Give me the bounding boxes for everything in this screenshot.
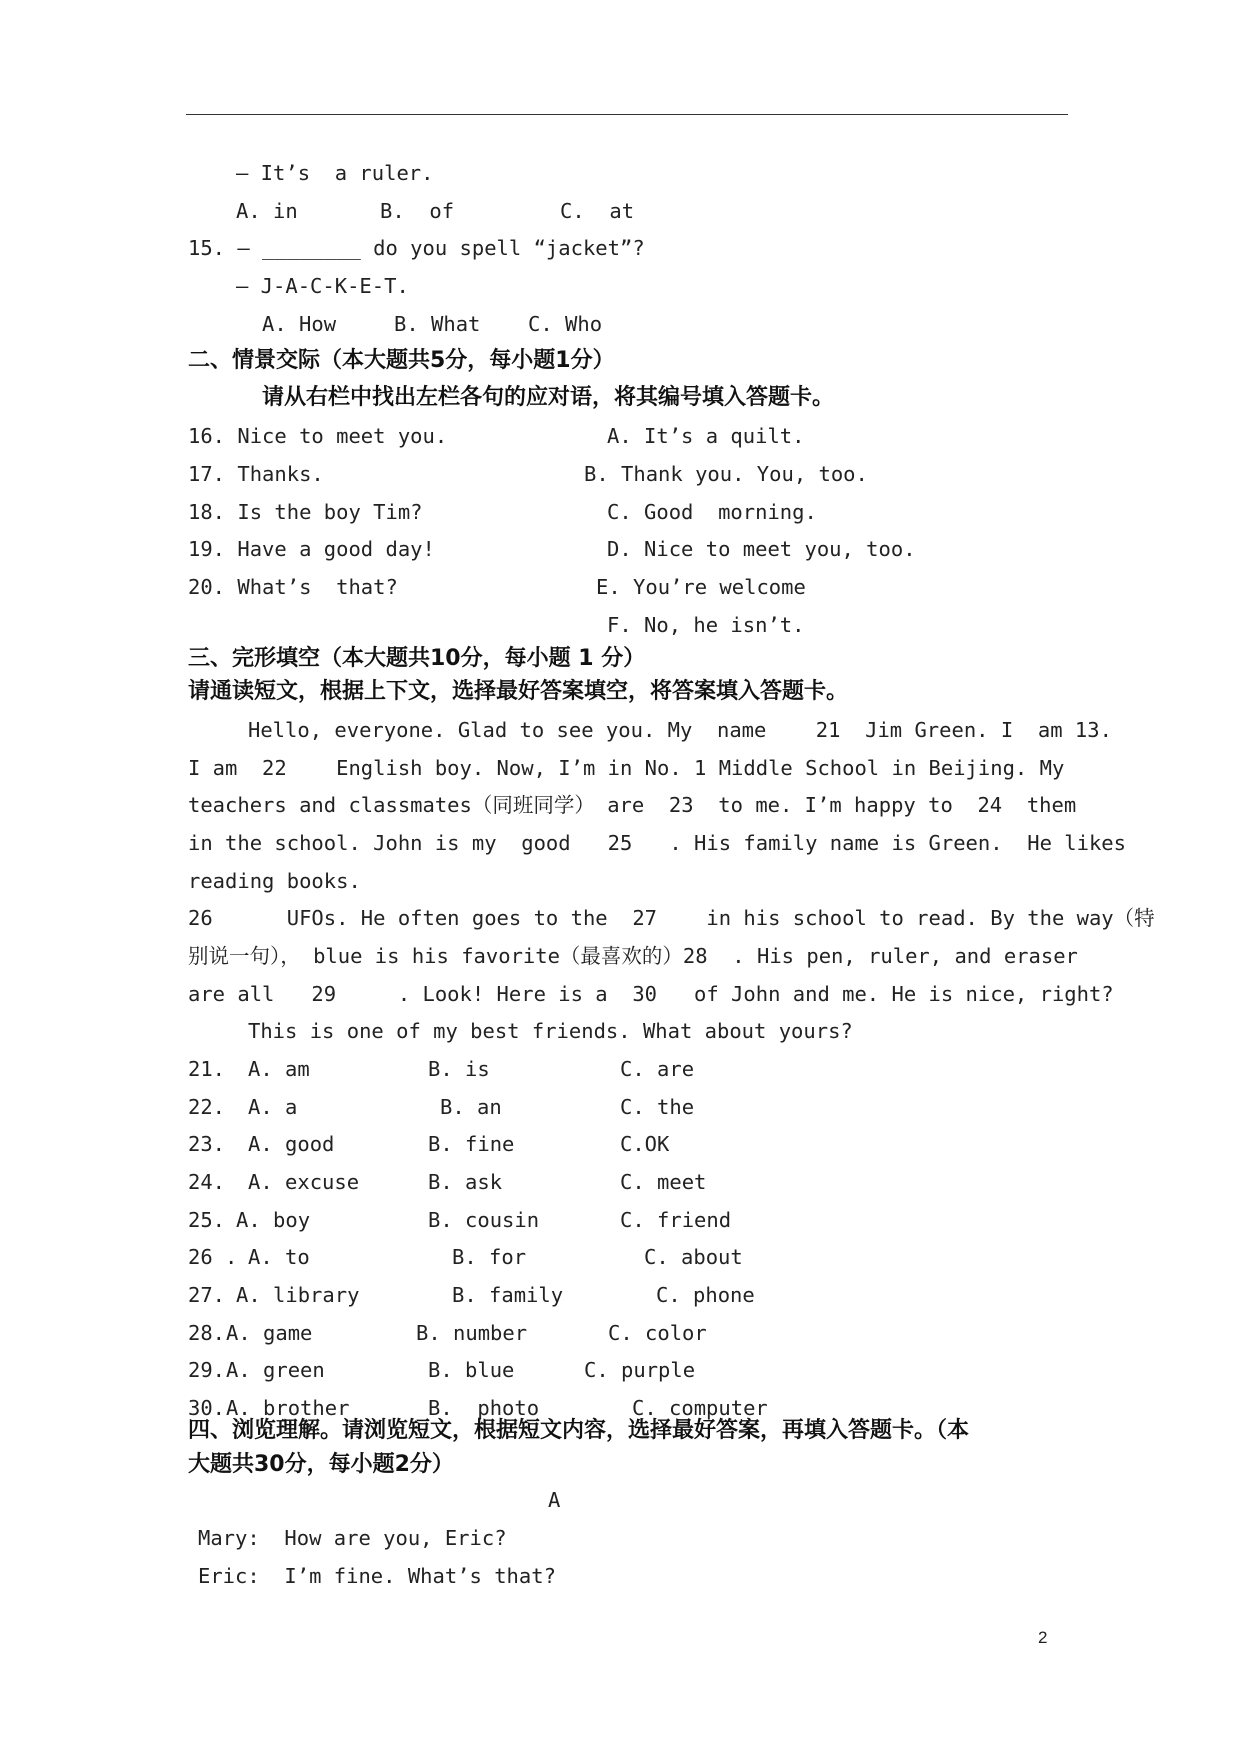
option-a: A. brother: [226, 1396, 350, 1420]
option-number: 29.: [188, 1358, 226, 1382]
q15-option-a: A. How: [262, 312, 337, 336]
option-b: B. ask: [428, 1170, 503, 1194]
s2-right-item: A. It’s a quilt.: [607, 424, 805, 448]
option-c: C. are: [620, 1057, 695, 1081]
s2-left-item: 18. Is the boy Tim?: [188, 500, 423, 524]
option-number: 25.: [188, 1208, 226, 1232]
option-number: 26 .: [188, 1245, 238, 1269]
dialogue-line: Mary: How are you, Eric?: [198, 1526, 507, 1550]
cloze-passage-line: in the school. John is my good 25 . His family name is Green. He likes: [188, 831, 1126, 855]
q15-option-b: B. What: [394, 312, 481, 336]
option-b: B. fine: [428, 1132, 515, 1156]
option-c: C. meet: [620, 1170, 707, 1194]
option-c: C. phone: [656, 1283, 755, 1307]
option-c: C. purple: [584, 1358, 696, 1382]
cloze-passage-line: 26 UFOs. He often goes to the 27 in his school to read. By the way（特: [188, 906, 1155, 930]
cloze-passage-line: reading books.: [188, 869, 361, 893]
dialogue-line: Eric: I’m fine. What’s that?: [198, 1564, 556, 1588]
cloze-passage-line: This is one of my best friends. What about yours?: [248, 1019, 853, 1043]
option-a: A. good: [248, 1132, 335, 1156]
s2-left-item: 19. Have a good day!: [188, 537, 435, 561]
option-a: A. excuse: [248, 1170, 360, 1194]
q15-answer: — J-A-C-K-E-T.: [236, 274, 409, 298]
section2-instruction: 请从右栏中找出左栏各句的应对语，将其编号填入答题卡。: [262, 385, 835, 410]
option-c: C.OK: [620, 1132, 670, 1156]
section4-heading: 四、浏览理解。请浏览短文，根据短文内容，选择最好答案，再填入答题卡。（本: [188, 1418, 970, 1443]
option-number: 24.: [188, 1170, 226, 1194]
passage-label: A: [548, 1488, 561, 1512]
option-number: 30.: [188, 1396, 226, 1420]
option-number: 28.: [188, 1321, 226, 1345]
q15-option-c: C. Who: [528, 312, 603, 336]
option-b: B. is: [428, 1057, 490, 1081]
option-a: A. am: [248, 1057, 310, 1081]
option-number: 21.: [188, 1057, 226, 1081]
option-b: B. photo: [428, 1396, 540, 1420]
cloze-passage-line: teachers and classmates（同班同学） are 23 to me. I’m happy to 24 them: [188, 793, 1077, 817]
q14-answer: — It’s a ruler.: [236, 161, 434, 185]
option-a: A. to: [248, 1245, 310, 1269]
option-c: C. computer: [632, 1396, 768, 1420]
option-b: B. blue: [428, 1358, 515, 1382]
option-a: A. library: [236, 1283, 360, 1307]
option-a: A. green: [226, 1358, 325, 1382]
s2-right-item: C. Good morning.: [607, 500, 817, 524]
cloze-passage-line: I am 22 English boy. Now, I’m in No. 1 Middle School in Beijing. My: [188, 756, 1065, 780]
option-b: B. for: [452, 1245, 527, 1269]
s2-left-item: 17. Thanks.: [188, 462, 324, 486]
s2-right-item: D. Nice to meet you, too.: [607, 537, 916, 561]
s2-left-item: 16. Nice to meet you.: [188, 424, 448, 448]
option-c: C. friend: [620, 1208, 732, 1232]
option-number: 22.: [188, 1095, 226, 1119]
page-number: 2: [1038, 1628, 1048, 1647]
option-b: B. cousin: [428, 1208, 540, 1232]
option-number: 27.: [188, 1283, 226, 1307]
option-c: C. about: [644, 1245, 743, 1269]
cloze-passage-line: 别说一句）， blue is his favorite（最喜欢的）28 . His pen, ruler, and eraser: [188, 944, 1078, 968]
option-a: A. boy: [236, 1208, 311, 1232]
option-c: C. the: [620, 1095, 695, 1119]
s2-left-item: 20. What’s that?: [188, 575, 398, 599]
q14-option-a: A. in: [236, 199, 298, 223]
option-b: B. number: [416, 1321, 528, 1345]
option-a: A. game: [226, 1321, 313, 1345]
section3-heading: 三、完形填空（本大题共10分，每小题 1 分）: [188, 646, 646, 671]
option-c: C. color: [608, 1321, 707, 1345]
option-number: 23.: [188, 1132, 226, 1156]
s2-right-item: B. Thank you. You, too.: [584, 462, 868, 486]
s2-right-item: F. No, he isn’t.: [607, 613, 805, 637]
option-a: A. a: [248, 1095, 298, 1119]
section3-instruction: 请通读短文，根据上下文，选择最好答案填空，将答案填入答题卡。: [188, 679, 849, 704]
section4-heading-cont: 大题共30分，每小题2分）: [188, 1452, 454, 1477]
section2-heading: 二、情景交际（本大题共5分，每小题1分）: [188, 348, 615, 373]
header-rule: [186, 114, 1068, 115]
s2-right-item: E. You’re welcome: [596, 575, 806, 599]
option-b: B. an: [440, 1095, 502, 1119]
q14-option-c: C. at: [560, 199, 635, 223]
cloze-passage-line: are all 29 . Look! Here is a 30 of John and me. He is nice, right?: [188, 982, 1114, 1006]
option-b: B. family: [452, 1283, 564, 1307]
q15-question: 15. — ________ do you spell “jacket”?: [188, 236, 645, 260]
cloze-passage-line: Hello, everyone. Glad to see you. My name 21 Jim Green. I am 13.: [248, 718, 1112, 742]
q14-option-b: B. of: [380, 199, 455, 223]
